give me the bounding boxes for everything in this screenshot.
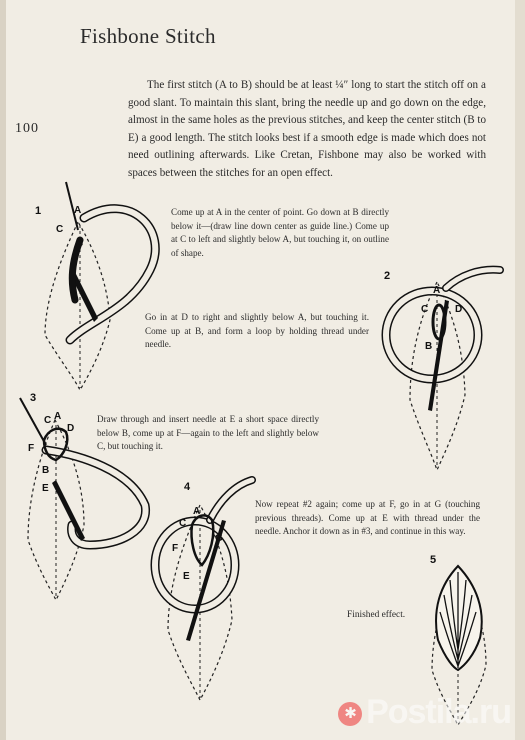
step-3-text: Draw through and insert needle at E a short space directly below B, come up at F—again to the left and slightly below C, but touching it. [97, 414, 319, 452]
step-4-text: Now repeat #2 again; come up at F, go in at G (touching previous threads). Come up at E with thread under the needle. Anchor it down as in #3, and continue in this way. [255, 499, 480, 537]
figure-2 [384, 270, 500, 470]
fig3-number: 3 [30, 392, 37, 404]
watermark [338, 693, 511, 732]
fig4-thread-tail [210, 480, 252, 520]
figure-3 [20, 392, 146, 600]
fig1-thread-loop [70, 209, 155, 340]
fig4-label-e: E [183, 571, 190, 582]
step-1a-text: Come up at A in the center of point. Go down at B directly below it—(draw line down center as guide line.) Come up at C to left and slightly below A, but touching it, on outline of shape. [171, 207, 389, 258]
fig1-label-c: C [56, 224, 64, 235]
fig4-number: 4 [184, 481, 191, 493]
watermark-text: Postila.ru [366, 693, 511, 731]
finished-caption: Finished effect. [347, 610, 406, 620]
fig4-label-f: F [172, 543, 179, 554]
intro-paragraph: The first stitch (A to B) should be at least ¼″ long to start the stitch off on a good slant. To maintain this slant, bring the needle up and go down on the edge, almost in the same holes as the previous stitches, and keep the center stitch (B to E) a good length. The stitch looks best if a smooth edge is made which does not need outlining afterwards. Like Cretan, Fishbone may also be worked with spaces between the stitches for an open effect. [128, 79, 486, 179]
fig2-label-a: A [433, 285, 441, 296]
fig3-thread-up [20, 398, 46, 445]
figure-4 [155, 480, 252, 700]
step-1b-text: Go in at D to right and slightly below A, but touching it. Come up at B, and form a loop by holding thread under needle. [145, 312, 369, 350]
fig2-thread-inner [386, 291, 478, 379]
fig2-label-d: D [455, 304, 463, 315]
page-number: 100 [15, 121, 39, 136]
figure-1 [35, 182, 155, 390]
fig4-label-c: C [179, 518, 187, 529]
fig2-label-c: C [421, 304, 429, 315]
fig1-number: 1 [35, 205, 42, 217]
fig1-label-a: A [74, 205, 82, 216]
fig3-label-f: F [28, 443, 35, 454]
page-title: Fishbone Stitch [80, 24, 216, 48]
fig3-label-e: E [42, 483, 49, 494]
fig3-label-c: C [44, 415, 52, 426]
fig4-thread-inner [155, 521, 235, 609]
fig4-label-a: A [193, 506, 201, 517]
fig2-label-b: B [425, 341, 433, 352]
fig3-label-a: A [54, 411, 62, 422]
fig3-label-b: B [42, 465, 50, 476]
watermark-logo-icon: ✱ [338, 702, 362, 726]
fig5-number: 5 [430, 554, 437, 566]
fig1-label-b: B [76, 238, 84, 249]
fig4-label-g: G [215, 533, 223, 544]
fig3-label-d: D [67, 423, 75, 434]
fig2-number: 2 [384, 270, 391, 282]
